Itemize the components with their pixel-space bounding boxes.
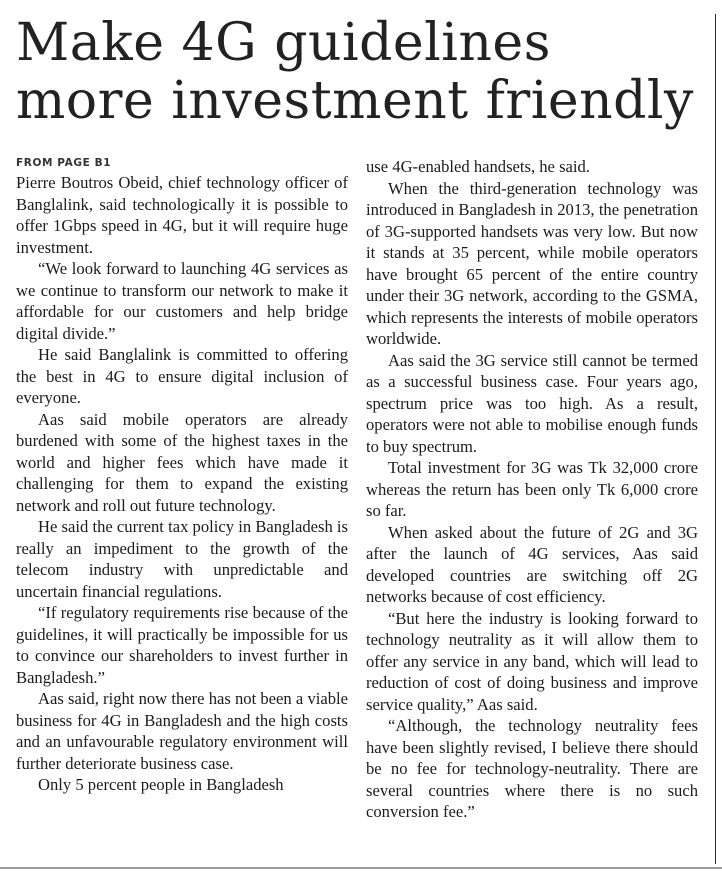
paragraph: Total investment for 3G was Tk 32,000 crore whereas the return has been only Tk 6,000 crore so far.: [366, 458, 698, 520]
left-column: [16, 156, 348, 796]
paragraph: When asked about the future of 2G and 3G after the launch of 4G services, Aas said developed countries are switching off 2G networks because of cost efficiency.: [366, 522, 698, 606]
bottom-rule: [0, 867, 722, 869]
headline: Make 4G guidelines more investment friendly: [16, 13, 694, 131]
paragraph: When the third-generation technology was introduced in Bangladesh in 2013, the penetration of 3G-supported handsets was very low. But now it stands at 35 percent, while mobile operators have brought 65 percent of the entire country under their 3G network, according to the GSMA, which represents the interests of mobile operators worldwide.: [366, 178, 698, 348]
from-page-label: FROM PAGE B1: [16, 157, 112, 169]
paragraph: “We look forward to launching 4G services as we continue to transform our network to make it affordable for our customers and help bridge digital divide.”: [16, 259, 348, 343]
right-column: [366, 156, 698, 823]
paragraph: “If regulatory requirements rise because of the guidelines, it will practically be impossible for us to convince our shareholders to invest further in Bangladesh.”: [16, 603, 348, 687]
paragraph: Pierre Boutros Obeid, chief technology officer of Banglalink, said technologically it is possible to offer 1Gbps speed in 4G, but it will require huge investment.: [16, 173, 348, 257]
paragraph: Aas said the 3G service still cannot be termed as a successful business case. Four years ago, spectrum price was too high. As a result, operators were not able to mobilise enough funds to buy spectrum.: [366, 350, 698, 456]
paragraph: “But here the industry is looking forward to technology neutrality as it will allow them to offer any service in any band, which will lead to reduction of cost of doing business and improve service quality,” Aas said.: [366, 608, 698, 714]
paragraph: use 4G-enabled handsets, he said.: [366, 157, 590, 176]
paragraph: Aas said, right now there has not been a viable business for 4G in Bangladesh and the high costs and an unfavourable regulatory environment will further deteriorate business case.: [16, 689, 348, 773]
paragraph: He said Banglalink is committed to offering the best in 4G to ensure digital inclusion of everyone.: [16, 345, 348, 407]
paragraph: He said the current tax policy in Bangladesh is really an impediment to the growth of the telecom industry with unpredictable and uncertain financial regulations.: [16, 517, 348, 601]
column-rule-right: [715, 14, 716, 864]
paragraph: “Although, the technology neutrality fees have been slightly revised, I believe there should be no fee for technology-neutrality. There are several countries where there is no such conversion fee.”: [366, 716, 698, 821]
paragraph: Only 5 percent people in Bangladesh: [38, 775, 284, 794]
paragraph: Aas said mobile operators are already burdened with some of the highest taxes in the world and higher fees which have made it challenging for them to expand the existing network and roll out future technology.: [16, 409, 348, 515]
